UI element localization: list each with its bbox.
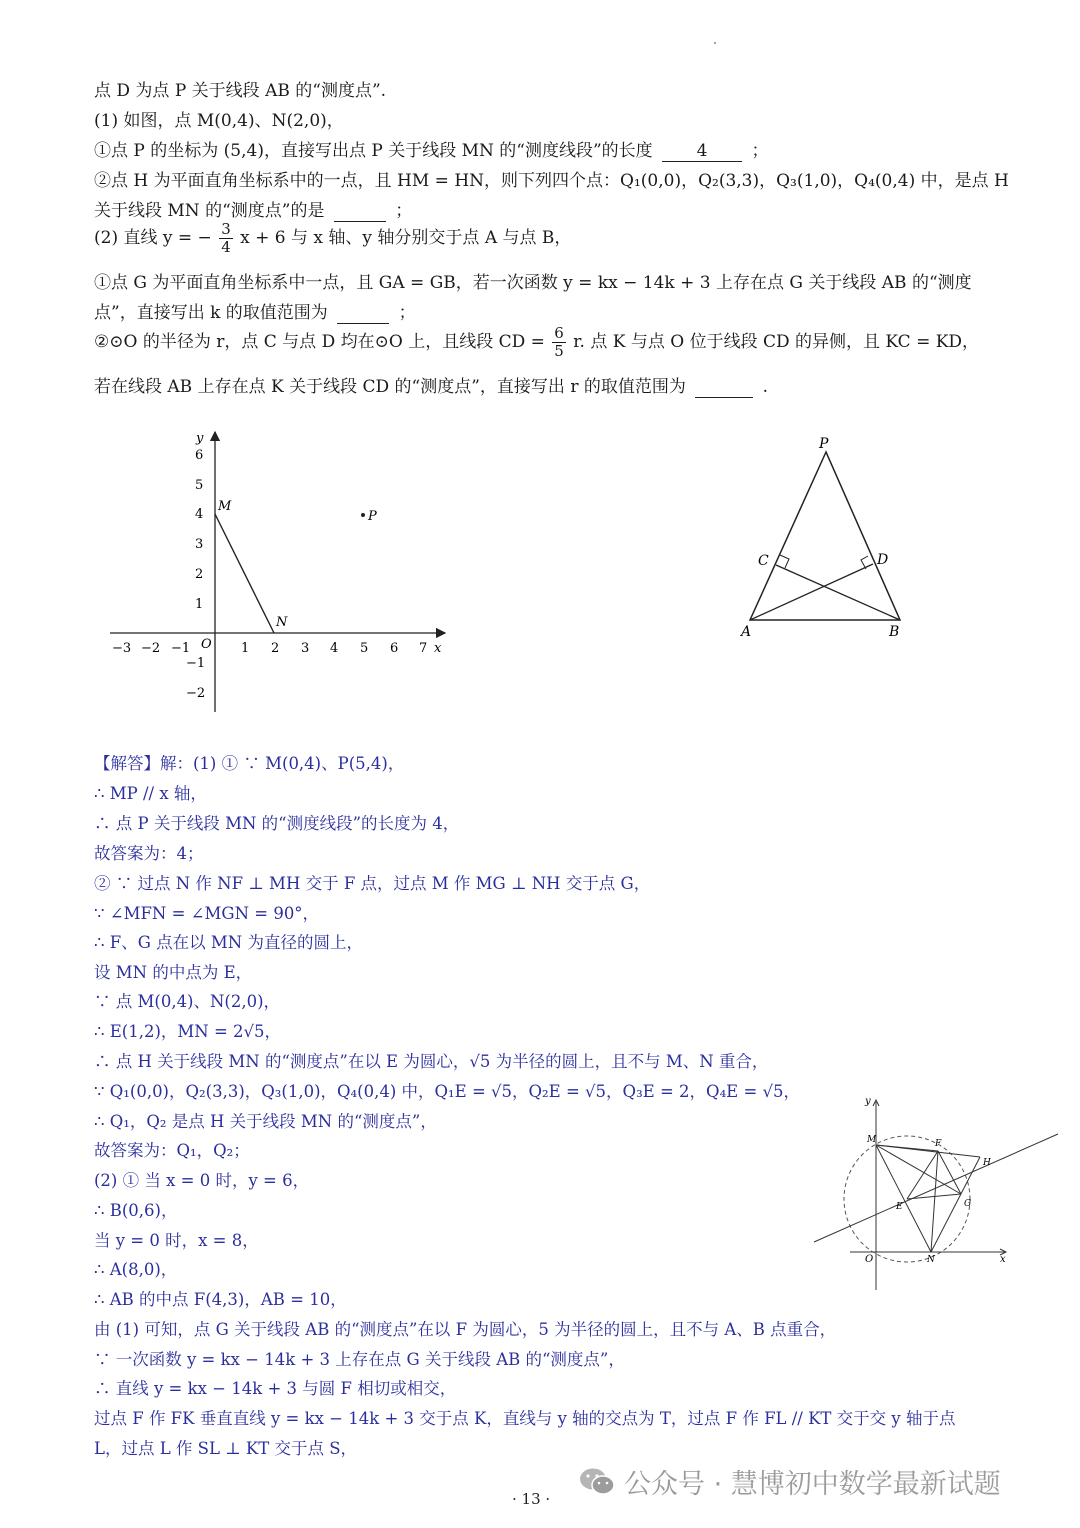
origin-label: O (865, 1254, 874, 1265)
x-ticks (112, 641, 427, 656)
vertex-b-label: B (889, 624, 900, 640)
solution-line: ∵ Q₁(0,0)，Q₂(3,3)，Q₃(1,0)，Q₄(0,4) 中，Q₁E = √5，Q₂E = √5，Q₃E = 2，Q₄E = √5， (94, 1082, 801, 1101)
y-tick: 5 (195, 478, 204, 493)
x-tick: 4 (330, 641, 339, 656)
vertex-a-label: A (741, 624, 752, 640)
coordinate-figure (100, 420, 460, 720)
question-text: ②⊙O 的半径为 r，点 C 与点 D 均在⊙O 上，且线段 CD = (94, 332, 545, 352)
solution-line: ∴ A(8,0)， (94, 1260, 178, 1279)
vertex-p-label: P (819, 436, 829, 452)
problem-line (94, 136, 768, 162)
point-d-label: D (877, 552, 889, 568)
question-text: x + 6 与 x 轴、y 轴分别交于点 A 与点 B， (240, 228, 572, 248)
answer-blank (695, 377, 753, 398)
problem-line: ②点 H 为平面直角坐标系中的一点，且 HM = HN，则下列四个点：Q₁(0,0)，Q₂(3,3)，Q₃(1,0)，Q₄(0,4) 中，是点 H (94, 171, 1009, 191)
segment-bc (776, 565, 900, 620)
point-n-label: N (276, 615, 288, 630)
segment-eg (907, 1194, 961, 1199)
numerator: 6 (554, 324, 564, 342)
solution-line: ∴ 直线 y = kx − 14k + 3 与圆 F 相切或相交， (94, 1379, 457, 1398)
question-text: 点”，直接写出 k 的取值范围为 (94, 303, 328, 323)
x-axis-label: x (434, 641, 442, 656)
segment-ef (907, 1151, 938, 1199)
solution-line: ∴ B(0,6)， (94, 1201, 178, 1220)
answer-blank (334, 201, 386, 222)
problem-line (94, 298, 416, 324)
page-number: · 13 · (512, 1490, 551, 1508)
question-text: ①点 P 的坐标为 (5,4)，直接写出点 P 关于线段 MN 的“测度线段”的长度 (94, 141, 653, 161)
point-p-label: P (368, 509, 377, 524)
solution-line: ∴ AB 的中点 F(4,3)，AB = 10， (94, 1290, 347, 1309)
y-axis-label: y (196, 431, 204, 446)
answer-blank: 4 (662, 141, 742, 162)
point-g-label: G (964, 1199, 972, 1209)
solution-line: ∴ MP // x 轴， (94, 784, 207, 803)
watermark-text: 公众号 · 慧博初中数学最新试题 (624, 1469, 1001, 1500)
solution-line: 故答案为：Q₁，Q₂； (94, 1141, 250, 1160)
solution-line: L，过点 L 作 SL ⊥ KT 交于点 S， (94, 1439, 358, 1458)
denominator: 4 (221, 238, 231, 256)
x-tick: 5 (360, 641, 369, 656)
punct: ； (751, 141, 769, 161)
solution-line: (2) ① 当 x = 0 时，y = 6， (94, 1171, 310, 1190)
question-text: 若在线段 AB 上存在点 K 关于线段 CD 的“测度点”，直接写出 r 的取值范围为 (94, 377, 686, 397)
solution-line: ② ∵ 过点 N 作 NF ⊥ MH 交于 F 点，过点 M 作 MG ⊥ NH 交于点 G， (94, 874, 651, 893)
y-label: y (865, 1096, 871, 1107)
solution-line: 设 MN 的中点为 E， (94, 963, 253, 982)
segment-mn (215, 514, 274, 633)
solution-line: ∴ F、G 点在以 MN 为直径的圆上， (94, 933, 363, 952)
point-p (361, 513, 365, 517)
point-n-label: N (927, 1255, 935, 1265)
solution-line: ∵ 一次函数 y = kx − 14k + 3 上存在点 G 关于线段 AB 的“测度点”， (94, 1350, 625, 1369)
y-tick: −1 (186, 656, 206, 671)
line-l (814, 1134, 1058, 1242)
solution-line: 【解答】解：(1) ① ∵ M(0,4)、P(5,4)， (94, 754, 405, 773)
segment-nh (931, 1157, 980, 1252)
solution-line: ∴ Q₁，Q₂ 是点 H 关于线段 MN 的“测度点”， (94, 1112, 437, 1131)
y-tick: 3 (195, 537, 204, 552)
solution-line: ∵ ∠MFN = ∠MGN = 90°， (94, 904, 320, 923)
problem-line (94, 372, 768, 398)
point-m-label: M (867, 1135, 877, 1145)
x-tick: 7 (419, 641, 428, 656)
answer-blank (337, 303, 389, 324)
x-tick: −2 (141, 641, 161, 656)
x-tick: 2 (271, 641, 280, 656)
y-tick: 1 (195, 597, 204, 612)
problem-line (94, 326, 979, 359)
wechat-icon (578, 1466, 616, 1498)
x-tick: −3 (112, 641, 132, 656)
x-label: x (1000, 1254, 1006, 1265)
solution-line: 由 (1) 可知，点 G 关于线段 AB 的“测度点”在以 F 为圆心，5 为半径的圆上，且不与 A、B 点重合， (94, 1320, 837, 1339)
y-tick: 2 (195, 567, 204, 582)
y-tick: −2 (186, 686, 206, 701)
problem-line: ①点 G 为平面直角坐标系中一点，且 GA = GB，若一次函数 y = kx − 14k + 3 上存在点 G 关于线段 AB 的“测度 (94, 273, 972, 293)
solution-line: 当 y = 0 时，x = 8， (94, 1231, 259, 1250)
x-tick: 1 (241, 641, 250, 656)
point-e-label: E (896, 1202, 903, 1212)
point-h-label: H (983, 1158, 991, 1168)
numerator: 3 (221, 220, 231, 238)
solution-line: ∴ 点 P 关于线段 MN 的“测度线段”的长度为 4， (94, 814, 460, 833)
solution-line: 故答案为：4； (94, 844, 204, 863)
watermark (578, 1462, 1001, 1501)
problem-line (94, 196, 412, 222)
page-dot (714, 42, 716, 44)
punct: . (762, 377, 769, 397)
problem-line (94, 222, 571, 255)
solution-line: ∴ 点 H 关于线段 MN 的“测度点”在以 E 为圆心，√5 为半径的圆上，且不与 M、N 重合， (94, 1052, 769, 1071)
triangle-pab (750, 452, 900, 620)
denominator: 5 (554, 342, 564, 360)
solution-line: ∴ E(1,2)，MN = 2√5， (94, 1022, 282, 1041)
point-f-label: F (935, 1139, 942, 1149)
problem-line: 点 D 为点 P 关于线段 AB 的“测度点”. (94, 81, 387, 101)
y-tick: 6 (195, 448, 204, 463)
problem-line: (1) 如图，点 M(0,4)、N(2,0)， (94, 111, 344, 131)
y-ticks (186, 448, 205, 701)
solution-line: ∵ 点 M(0,4)、N(2,0)， (94, 992, 281, 1011)
solution-line: 过点 F 作 FK 垂直直线 y = kx − 14k + 3 交于点 K，直线与 y 轴的交点为 T，过点 F 作 FL // KT 交于交 y 轴于点 (94, 1409, 956, 1428)
segment-ad (750, 564, 873, 620)
point-c-label: C (758, 553, 769, 569)
punct: ； (398, 303, 416, 323)
fraction (219, 222, 233, 255)
x-tick: 3 (301, 641, 310, 656)
right-angle-c (780, 555, 789, 568)
punct: ； (395, 201, 413, 221)
y-tick: 4 (195, 507, 204, 522)
x-tick: 6 (390, 641, 399, 656)
triangle-figure (730, 432, 920, 647)
origin-label: O (201, 637, 212, 652)
point-m-label: M (218, 499, 232, 514)
solution-figure (810, 1092, 1065, 1294)
fraction (552, 326, 566, 359)
x-tick: −1 (171, 641, 191, 656)
question-text: 关于线段 MN 的“测度点”的是 (94, 201, 325, 221)
question-text: (2) 直线 y = − (94, 228, 212, 248)
question-text: r. 点 K 与点 O 位于线段 CD 的异侧，且 KC = KD， (573, 332, 980, 352)
segment-nf (931, 1151, 938, 1252)
